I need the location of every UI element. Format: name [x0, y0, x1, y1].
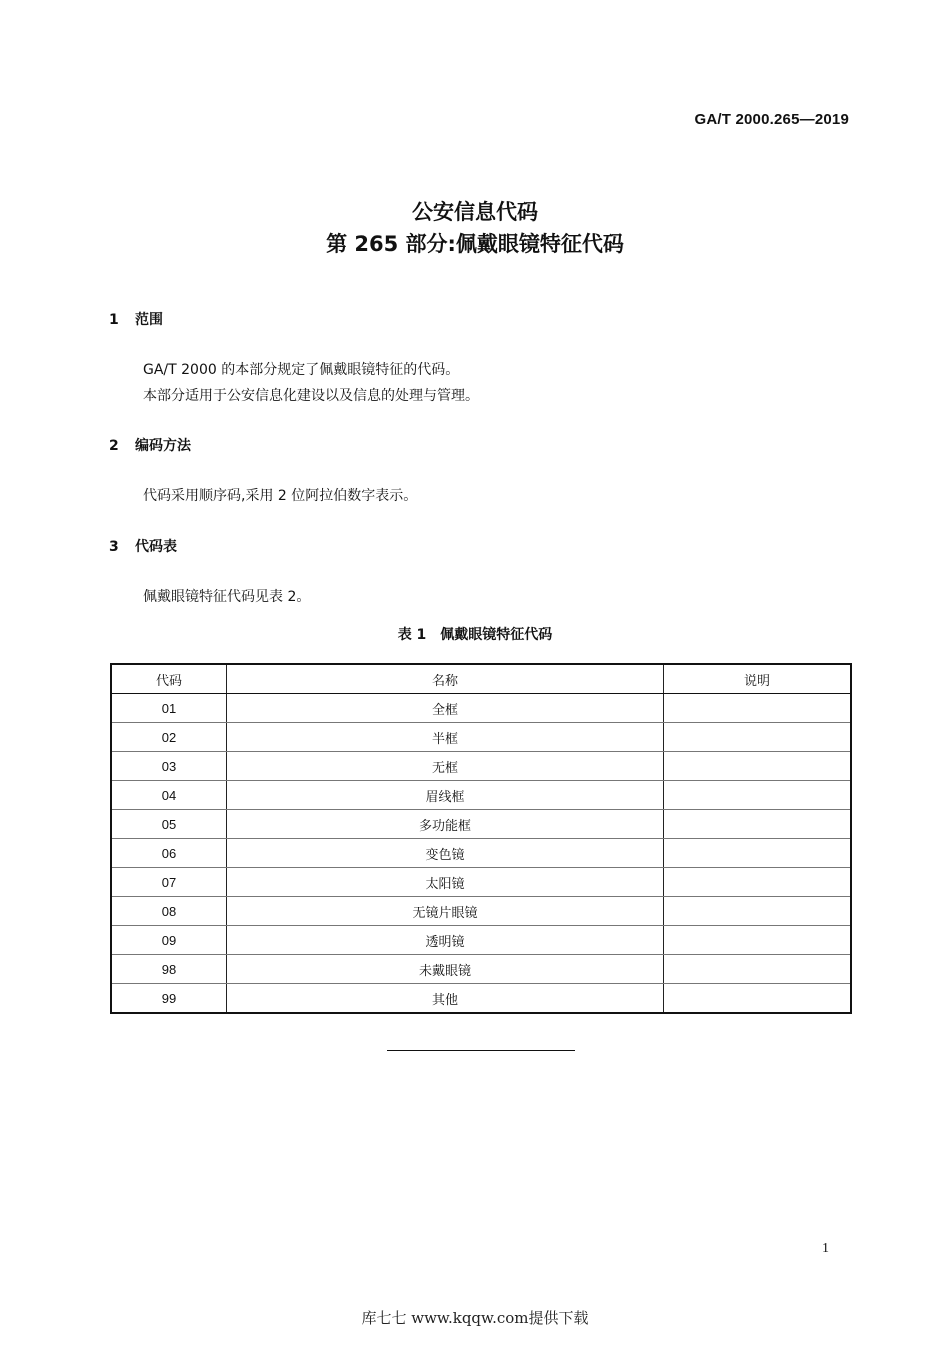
table-row: [111, 694, 851, 723]
document-title: 公安信息代码: [412, 200, 538, 224]
table-row: [111, 781, 851, 810]
section-number: 2: [109, 438, 119, 454]
cell-code: 08: [111, 897, 227, 926]
column-header-name: 名称: [227, 664, 664, 694]
table-row: [111, 955, 851, 984]
code-table: [110, 663, 852, 1014]
cell-name: 太阳镜: [227, 868, 664, 897]
cell-remark: [664, 781, 852, 810]
table-row: [111, 868, 851, 897]
table-row: [111, 926, 851, 955]
cell-code: 06: [111, 839, 227, 868]
table-row: [111, 810, 851, 839]
cell-name: 眉线框: [227, 781, 664, 810]
cell-code: 05: [111, 810, 227, 839]
section-heading-coding-method: [109, 435, 191, 455]
standard-number: GA/T 2000.265—2019: [694, 111, 849, 128]
cell-code: 03: [111, 752, 227, 781]
cell-code: 04: [111, 781, 227, 810]
cell-code: 09: [111, 926, 227, 955]
paragraph: 本部分适用于公安信息化建设以及信息的处理与管理。: [143, 388, 479, 404]
paragraph: GA/T 2000 的本部分规定了佩戴眼镜特征的代码。: [143, 362, 460, 378]
section-title: 代码表: [135, 539, 177, 555]
download-source-watermark: 库七七 www.kqqw.com提供下载: [361, 1309, 589, 1327]
cell-remark: [664, 723, 852, 752]
page-number: 1: [822, 1241, 829, 1256]
end-of-document-rule: [387, 1050, 575, 1051]
section-title: 范围: [135, 312, 163, 328]
document-subtitle: 第 265 部分:佩戴眼镜特征代码: [326, 232, 624, 256]
section-number: 3: [109, 539, 119, 555]
cell-code: 98: [111, 955, 227, 984]
section-heading-code-table: [109, 536, 177, 556]
table-row: [111, 839, 851, 868]
column-header-remark: 说明: [664, 664, 852, 694]
cell-remark: [664, 897, 852, 926]
cell-code: 99: [111, 984, 227, 1014]
column-header-code: 代码: [111, 664, 227, 694]
section-heading-scope: [109, 309, 163, 329]
cell-remark: [664, 926, 852, 955]
table-row: [111, 723, 851, 752]
cell-remark: [664, 752, 852, 781]
cell-name: 变色镜: [227, 839, 664, 868]
cell-name: 未戴眼镜: [227, 955, 664, 984]
cell-code: 01: [111, 694, 227, 723]
cell-remark: [664, 984, 852, 1014]
cell-code: 07: [111, 868, 227, 897]
table-row: [111, 984, 851, 1014]
paragraph: 代码采用顺序码,采用 2 位阿拉伯数字表示。: [143, 488, 418, 504]
cell-name: 全框: [227, 694, 664, 723]
cell-name: 多功能框: [227, 810, 664, 839]
section-title: 编码方法: [135, 438, 191, 454]
table-header-row: [111, 664, 851, 694]
cell-name: 无镜片眼镜: [227, 897, 664, 926]
section-number: 1: [109, 312, 119, 328]
cell-name: 无框: [227, 752, 664, 781]
cell-remark: [664, 868, 852, 897]
table-row: [111, 752, 851, 781]
paragraph: 佩戴眼镜特征代码见表 2。: [143, 589, 311, 605]
table-row: [111, 897, 851, 926]
cell-code: 02: [111, 723, 227, 752]
cell-name: 其他: [227, 984, 664, 1014]
cell-name: 半框: [227, 723, 664, 752]
cell-remark: [664, 810, 852, 839]
cell-remark: [664, 955, 852, 984]
table-caption: 表 1 佩戴眼镜特征代码: [397, 627, 553, 643]
cell-remark: [664, 694, 852, 723]
cell-name: 透明镜: [227, 926, 664, 955]
cell-remark: [664, 839, 852, 868]
